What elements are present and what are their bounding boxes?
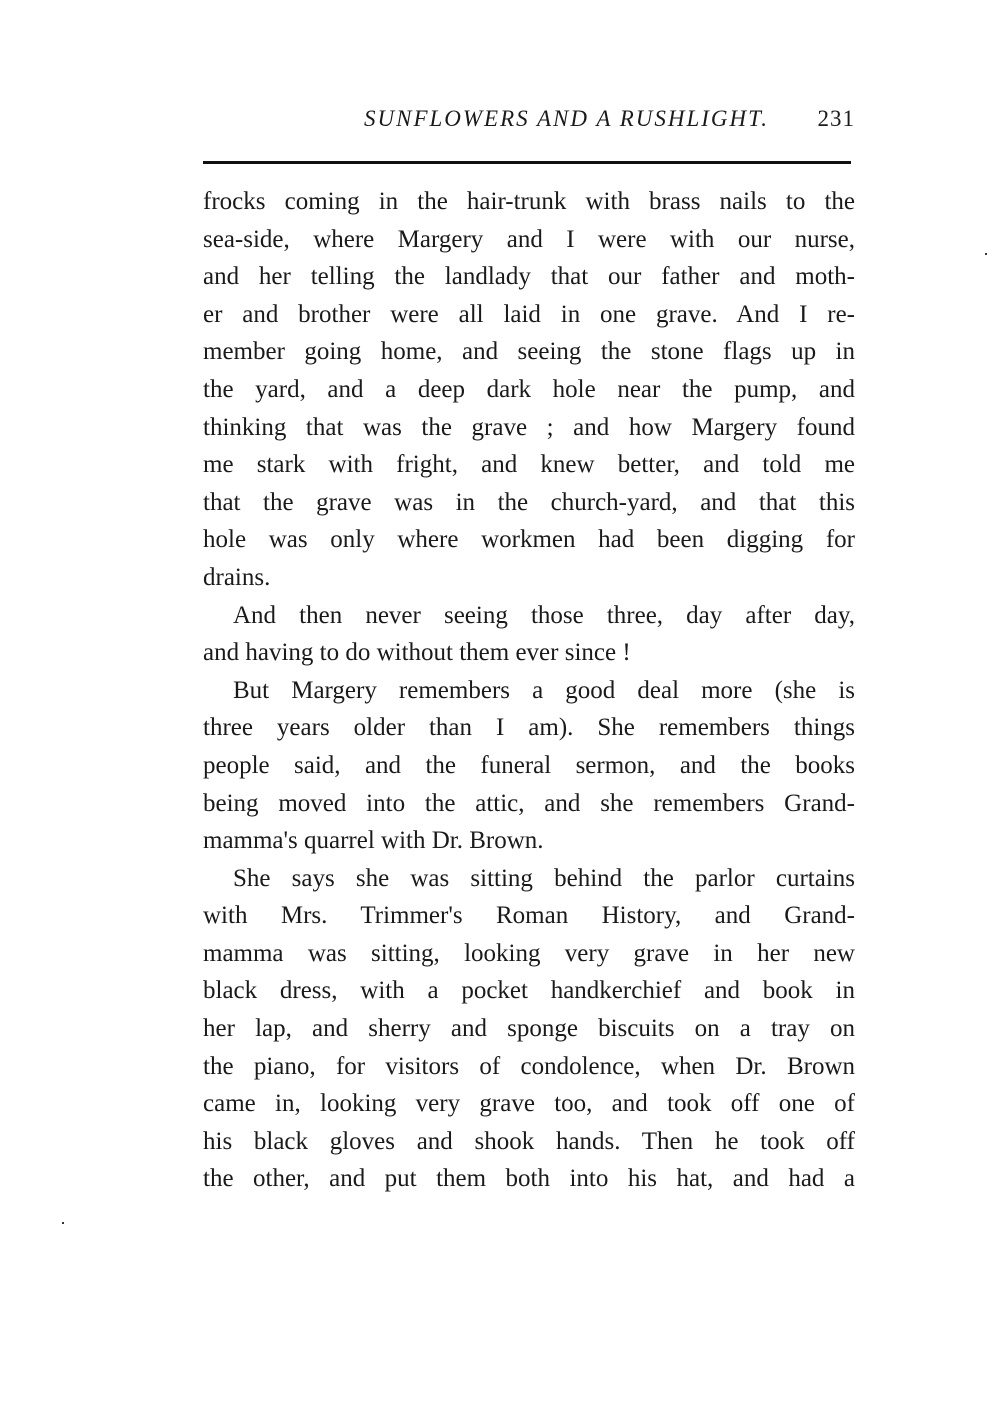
text-line: and her telling the landlady that our father and moth-: [203, 263, 855, 291]
text-line: thinking that was the grave ; and how Margery found: [203, 413, 855, 441]
body-text: [203, 183, 855, 1198]
text-line: sea-side, where Margery and I were with our nurse,: [203, 225, 855, 253]
text-line: came in, looking very grave too, and took off one of: [203, 1090, 855, 1118]
text-line: er and brother were all laid in one grave. And I re-: [203, 300, 855, 328]
text-line: member going home, and seeing the stone flags up in: [203, 338, 855, 366]
text-line: her lap, and sherry and sponge biscuits on a tray on: [203, 1015, 855, 1043]
text-line: being moved into the attic, and she remembers Grand-: [203, 789, 855, 817]
header-rule: [203, 161, 851, 164]
text-line: mamma's quarrel with Dr. Brown.: [203, 827, 544, 855]
text-line: drains.: [203, 563, 271, 591]
text-line: three years older than I am). She remembers things: [203, 714, 855, 742]
text-line: She says she was sitting behind the parlor curtains: [233, 864, 855, 892]
text-line: people said, and the funeral sermon, and the books: [203, 751, 855, 779]
text-line: black dress, with a pocket handkerchief and book in: [203, 977, 855, 1005]
text-line: with Mrs. Trimmer's Roman History, and Grand-: [203, 902, 855, 930]
text-line: me stark with fright, and knew better, and told me: [203, 451, 855, 479]
text-line: and having to do without them ever since !: [203, 639, 631, 667]
text-line: the piano, for visitors of condolence, when Dr. Brown: [203, 1052, 855, 1080]
scan-speck: [62, 1222, 64, 1224]
text-line: hole was only where workmen had been digging for: [203, 526, 855, 554]
text-line: mamma was sitting, looking very grave in her new: [203, 939, 855, 967]
running-header: [203, 106, 855, 142]
text-line: But Margery remembers a good deal more (she is: [233, 676, 855, 704]
running-title: SUNFLOWERS AND A RUSHLIGHT.: [364, 106, 769, 131]
text-line: his black gloves and shook hands. Then he took off: [203, 1127, 855, 1155]
scan-speck: [985, 253, 987, 255]
text-line: frocks coming in the hair-trunk with brass nails to the: [203, 188, 855, 215]
page-number: 231: [817, 106, 855, 131]
text-line: that the grave was in the church-yard, and that this: [203, 488, 855, 516]
text-line: And then never seeing those three, day after day,: [233, 601, 855, 629]
text-line: the yard, and a deep dark hole near the pump, and: [203, 375, 855, 403]
text-line: the other, and put them both into his hat, and had a: [203, 1165, 855, 1193]
